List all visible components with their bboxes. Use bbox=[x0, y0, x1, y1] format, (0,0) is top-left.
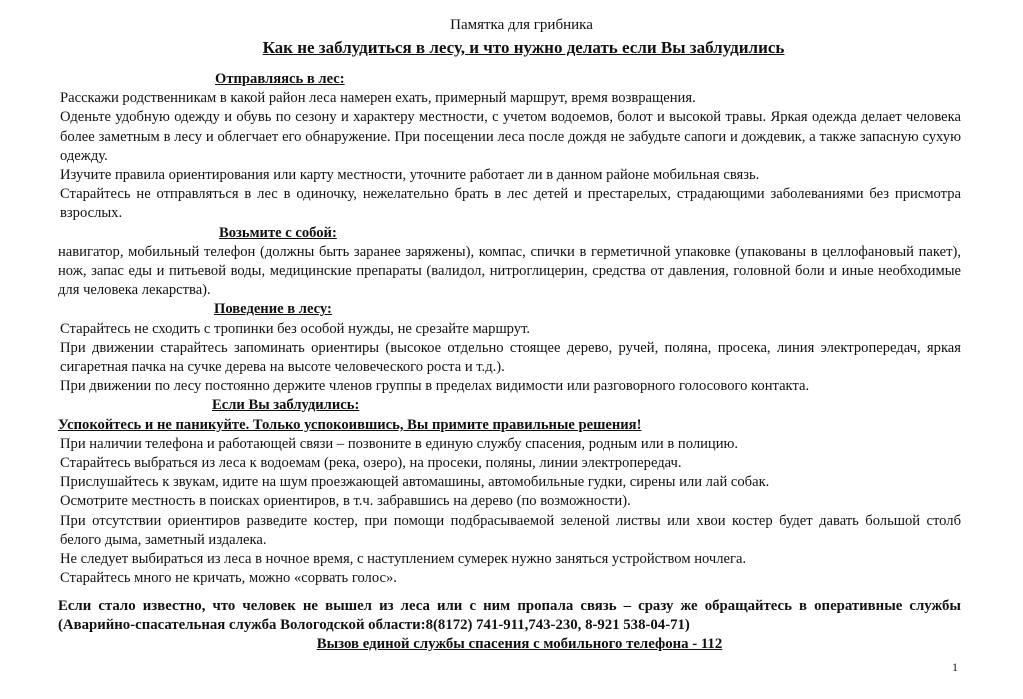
paragraph: навигатор, мобильный телефон (должны быть заранее заряжены), компас, спички в герметичной упаковке (упакованы в целлофановый пакет), нож, запас еды и питьевой воды, медицинские препараты (валидол, нитроглицерин, средства от давления, головной боли и иные необходимые для человека лекарства). bbox=[58, 243, 961, 299]
paragraph: Изучите правила ориентирования или карту местности, уточните работает ли в данном районе мобильная связь. bbox=[60, 167, 760, 184]
section-heading-take: Возьмите с собой: bbox=[219, 224, 337, 241]
emergency-notice: Если стало известно, что человек не вышел из леса или с ним пропала связь – сразу же обращайтесь в оперативные службы (Аварийно-спасательная служба Вологодской области:8(8172) 741-911,743-230, 8-921 538-04-71) bbox=[58, 598, 961, 633]
calm-down-notice: Успокойтесь и не паникуйте. Только успокоившись, Вы примите правильные решения! bbox=[58, 416, 642, 433]
paragraph: При наличии телефона и работающей связи – позвоните в единую службу спасения, родным или в полицию. bbox=[60, 435, 739, 452]
paragraph: При отсутствии ориентиров разведите костер, при помощи подбрасываемой зеленой листвы или хвои костер будет давать большой столб белого дыма, заметный издалека. bbox=[60, 512, 961, 548]
paragraph: Прислушайтесь к звукам, идите на шум проезжающей автомашины, автомобильные гудки, сирены или лай собак. bbox=[60, 474, 770, 491]
page-number: 1 bbox=[952, 660, 958, 674]
paragraph: Осмотрите местность в поисках ориентиров, в т.ч. забравшись на дерево (по возможности). bbox=[60, 493, 631, 510]
paragraph: При движении по лесу постоянно держите членов группы в пределах видимости или разговорного голосового контакта. bbox=[60, 378, 810, 395]
paragraph: Старайтесь много не кричать, можно «сорвать голос». bbox=[60, 570, 397, 587]
paragraph: Старайтесь не сходить с тропинки без особой нужды, не срезайте маршрут. bbox=[60, 320, 531, 337]
memo-body bbox=[58, 70, 961, 588]
section-heading-lost: Если Вы заблудились: bbox=[212, 397, 360, 414]
emergency-call-number: Вызов единой службы спасения с мобильного телефона - 112 bbox=[316, 636, 723, 652]
paragraph: Старайтесь выбраться из леса к водоемам (река, озеро), на просеки, поляны, линии электропередач. bbox=[60, 455, 682, 472]
memo-title: Памятка для грибника bbox=[450, 17, 593, 33]
main-title: Как не заблудиться в лесу, и что нужно делать если Вы заблудились bbox=[262, 38, 785, 57]
paragraph: Оденьте удобную одежду и обувь по сезону и характеру местности, с учетом водоемов, болот и высокой травы. Яркая одежда делает человека более заметным в лесу и облегчает его обнаружение. При посещении леса после дождя не забудьте сапоги и дождевик, а также запасную сухую одежду. bbox=[60, 109, 961, 164]
paragraph: Расскажи родственникам в какой район леса намерен ехать, примерный маршрут, время возвращения. bbox=[60, 90, 696, 107]
section-heading-behavior: Поведение в лесу: bbox=[214, 301, 332, 318]
section-heading-going: Отправляясь в лес: bbox=[215, 71, 345, 87]
paragraph: При движении старайтесь запоминать ориентиры (высокое отдельно стоящее дерево, ручей, поляна, просека, линия электропередач, яркая сигаретная пачка на сучке дерева на высоте человеческого роста и т.д.). bbox=[60, 339, 961, 376]
paragraph: Старайтесь не отправляться в лес в одиночку, нежелательно брать в лес детей и престарелых, страдающими заболеваниями без присмотра взрослых. bbox=[60, 186, 961, 222]
emergency-footer bbox=[58, 597, 961, 654]
paragraph: Не следует выбираться из леса в ночное время, с наступлением сумерек нужно заняться устройством ночлега. bbox=[60, 551, 747, 568]
